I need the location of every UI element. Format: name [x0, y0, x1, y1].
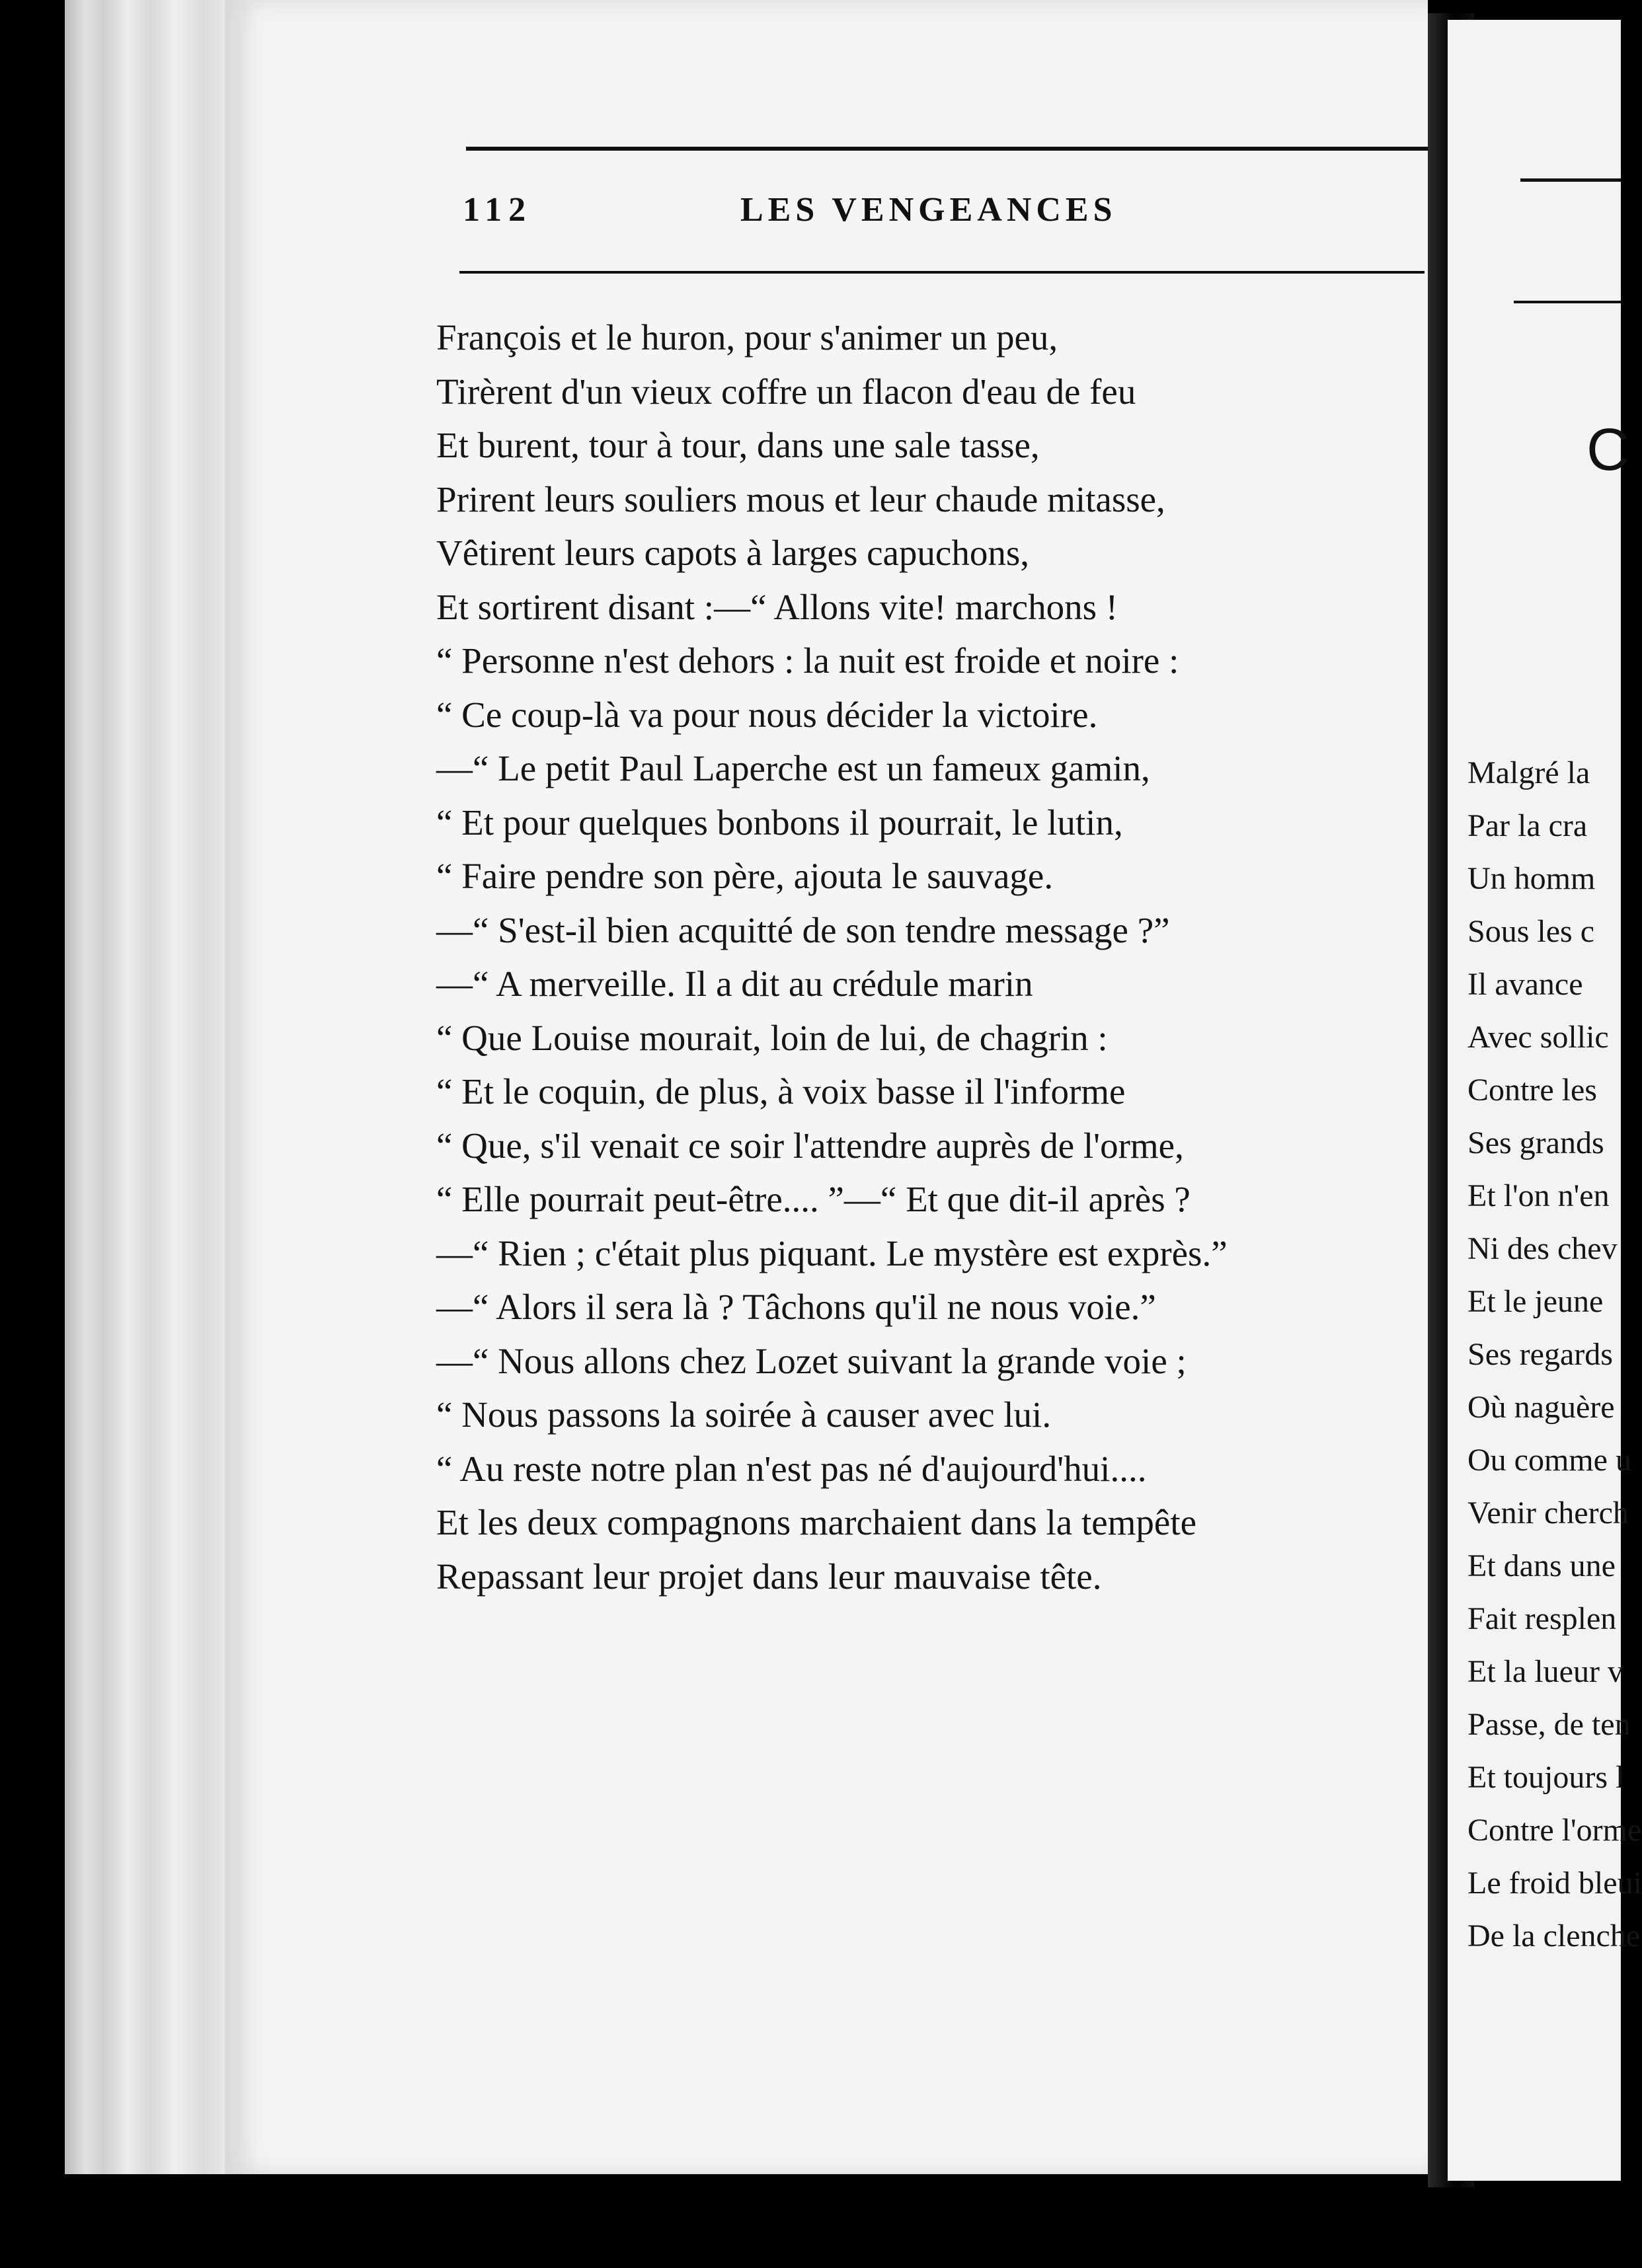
- right-page-line: Le froid bleui: [1467, 1866, 1642, 1901]
- poem-line: “ Et pour quelques bonbons il pourrait, le lutin,: [436, 802, 1123, 843]
- poem-line: —“ Alors il sera là ? Tâchons qu'il ne nous voie.”: [436, 1287, 1156, 1327]
- right-page: [1448, 20, 1642, 2181]
- right-page-bottom-rule: [1514, 301, 1621, 303]
- poem-line: “ Au reste notre plan n'est pas né d'aujourd'hui....: [436, 1448, 1147, 1489]
- page-block-edge: [65, 0, 243, 2174]
- poem-line: —“ Le petit Paul Laperche est un fameux gamin,: [436, 748, 1150, 788]
- poem-line: —“ Rien ; c'était plus piquant. Le mystère est exprès.”: [436, 1232, 1228, 1273]
- right-page-line: Et l'on n'en: [1467, 1178, 1610, 1213]
- poem-line: —“ S'est-il bien acquitté de son tendre message ?”: [436, 909, 1170, 950]
- right-page-line: Sous les c: [1467, 914, 1594, 949]
- right-page-line: Il avance: [1467, 967, 1583, 1002]
- header-top-rule: [466, 147, 1428, 151]
- right-page-line: Et dans une: [1467, 1548, 1616, 1583]
- poem-line: François et le huron, pour s'animer un peu,: [436, 317, 1058, 358]
- right-page-line: Ou comme u: [1467, 1443, 1631, 1478]
- poem-line: “ Elle pourrait peut-être.... ”—“ Et que dit-il après ?: [436, 1179, 1191, 1219]
- running-title: LES VENGEANCES: [740, 191, 1117, 229]
- right-page-text: [1467, 747, 1642, 1963]
- poem-line: Et burent, tour à tour, dans une sale tasse,: [436, 425, 1040, 465]
- poem-line: “ Faire pendre son père, ajouta le sauvage.: [436, 856, 1054, 896]
- right-page-line: Et le jeune: [1467, 1284, 1604, 1319]
- poem-line: —“ A merveille. Il a dit au crédule marin: [436, 964, 1033, 1004]
- right-page-line: Ses regards: [1467, 1337, 1613, 1372]
- header-bottom-rule: [459, 271, 1425, 274]
- right-page-line: Un homm: [1467, 861, 1596, 896]
- right-page-line: Par la cra: [1467, 808, 1588, 843]
- poem-line: “ Nous passons la soirée à causer avec lui.: [436, 1394, 1052, 1435]
- poem-line: —“ Nous allons chez Lozet suivant la grande voie ;: [436, 1340, 1187, 1381]
- poem-line: Tirèrent d'un vieux coffre un flacon d'eau de feu: [436, 371, 1136, 412]
- right-page-line: Ses grands: [1467, 1125, 1604, 1160]
- poem-line: Et les deux compagnons marchaient dans la tempête: [436, 1502, 1197, 1542]
- right-page-line: Avec sollic: [1467, 1020, 1609, 1055]
- right-page-line: Venir cherch: [1467, 1495, 1629, 1531]
- page-number: 112: [463, 191, 533, 229]
- right-page-line: De la clenche: [1467, 1918, 1641, 1953]
- right-page-line: Fait resplen: [1467, 1601, 1617, 1636]
- poem-line: “ Et le coquin, de plus, à voix basse il l'informe: [436, 1071, 1126, 1112]
- poem-line: “ Que Louise mourait, loin de lui, de chagrin :: [436, 1017, 1108, 1058]
- poem-line: “ Ce coup-là va pour nous décider la victoire.: [436, 694, 1098, 735]
- poem-line: Vêtirent leurs capots à larges capuchons,: [436, 533, 1029, 573]
- right-page-line: Où naguère: [1467, 1390, 1615, 1425]
- poem-line: Et sortirent disant :—“ Allons vite! marchons !: [436, 586, 1118, 627]
- right-page-line: Passe, de ten: [1467, 1707, 1631, 1742]
- poem-line: Prirent leurs souliers mous et leur chaude mitasse,: [436, 478, 1165, 519]
- poem-line: Repassant leur projet dans leur mauvaise tête.: [436, 1556, 1102, 1597]
- poem-line: “ Que, s'il venait ce soir l'attendre auprès de l'orme,: [436, 1125, 1184, 1166]
- right-page-top-rule: [1520, 178, 1621, 182]
- page-header: [463, 190, 1428, 237]
- right-page-line: Contre les: [1467, 1073, 1597, 1108]
- right-page-line: Et toujours l: [1467, 1760, 1625, 1795]
- right-page-line: Contre l'orme: [1467, 1813, 1642, 1848]
- right-page-line: Malgré la: [1467, 755, 1590, 790]
- right-page-line: Ni des chev: [1467, 1231, 1618, 1266]
- poem-line: “ Personne n'est dehors : la nuit est froide et noire :: [436, 640, 1179, 681]
- poem-text: [436, 311, 1415, 1603]
- right-page-line: Et la lueur v: [1467, 1654, 1623, 1689]
- right-page-initial: C: [1586, 417, 1629, 483]
